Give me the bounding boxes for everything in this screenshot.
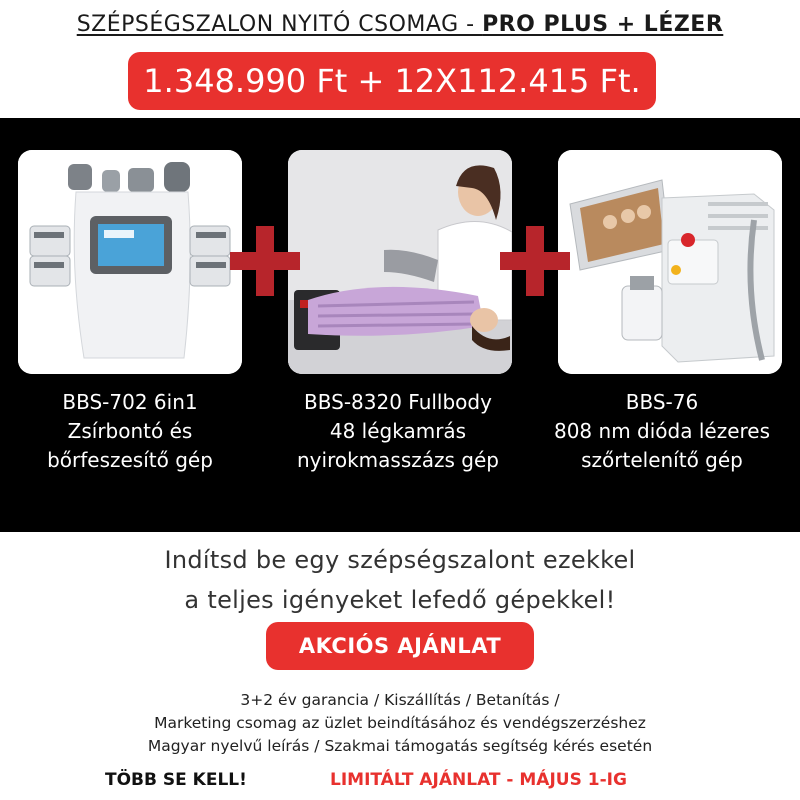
feature-line1: 3+2 év garancia / Kiszállítás / Betanítás / (240, 691, 560, 709)
pressotherapy-suit-photo-icon (288, 150, 512, 374)
product-caption-2 (268, 388, 528, 475)
tagline-line1: Indítsd be egy szépségszalont ezekkel (164, 546, 636, 574)
title-main: SZÉPSÉGSZALON NYITÓ CSOMAG - (76, 12, 483, 37)
product-card-1[interactable] (18, 150, 242, 374)
plus-icon-2 (500, 226, 570, 296)
product-3-desc-line1: 808 nm dióda lézeres (553, 419, 770, 443)
product-card-2[interactable] (288, 150, 512, 374)
product-2-desc-line2: nyirokmasszázs gép (297, 448, 499, 472)
product-1-desc-line2: bőrfeszesítő gép (47, 448, 213, 472)
offer-badge-label: AKCIÓS AJÁNLAT (298, 634, 502, 658)
product-2-model: BBS-8320 Fullbody (304, 390, 492, 414)
product-1-model: BBS-702 6in1 (62, 390, 198, 414)
feature-list (0, 689, 800, 758)
title-package-name: PRO PLUS + LÉZER (482, 12, 724, 37)
tagline (0, 540, 800, 620)
footer-slogan: TÖBB SE KELL! (105, 770, 247, 790)
page-title (0, 12, 800, 37)
product-card-3[interactable] (558, 150, 782, 374)
feature-line2: Marketing csomag az üzlet beindításához és vendégszerzéshez (154, 714, 646, 732)
offer-badge[interactable] (266, 622, 534, 670)
diode-laser-machine-icon (558, 150, 782, 374)
product-caption-3 (532, 388, 792, 475)
tagline-line2: a teljes igényeket lefedő gépekkel! (184, 586, 616, 614)
plus-icon-1 (230, 226, 300, 296)
feature-line3: Magyar nyelvű leírás / Szakmai támogatás segítség kérés esetén (147, 737, 653, 755)
price-banner (128, 52, 656, 110)
product-caption-1 (0, 388, 260, 475)
body-contouring-machine-icon (18, 150, 242, 374)
product-1-desc-line1: Zsírbontó és (67, 419, 193, 443)
footer-limited-offer: LIMITÁLT AJÁNLAT - MÁJUS 1-IG (330, 770, 627, 790)
product-3-model: BBS-76 (625, 390, 699, 414)
price-label: 1.348.990 Ft + 12X112.415 Ft. (143, 62, 641, 100)
product-2-desc-line1: 48 légkamrás (329, 419, 467, 443)
product-3-desc-line2: szőrtelenítő gép (581, 448, 743, 472)
